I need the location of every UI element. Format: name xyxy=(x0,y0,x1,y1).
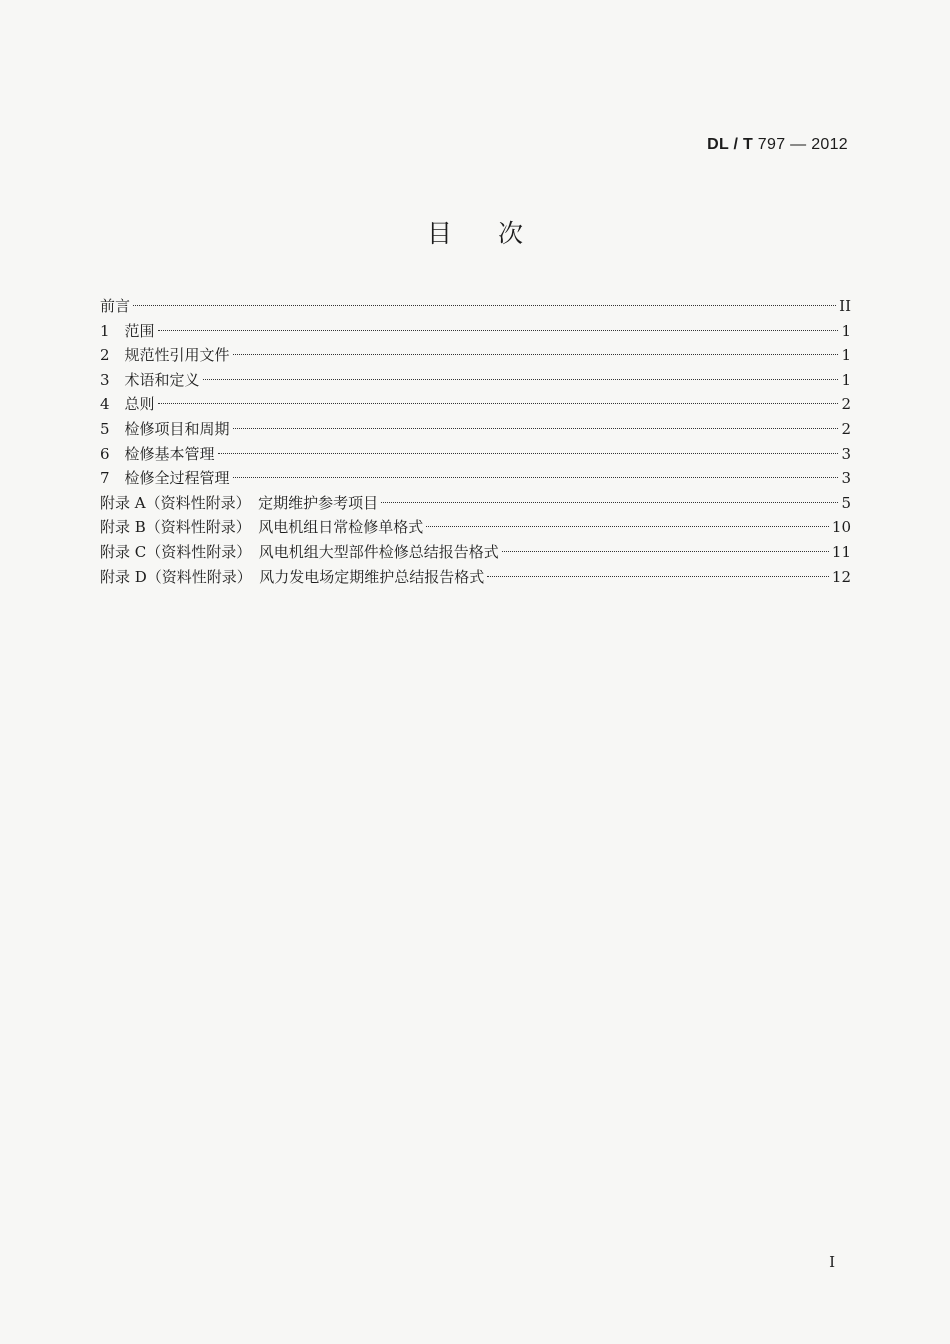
toc-entry-page: 10 xyxy=(831,518,851,537)
standard-code-number: 797 — 2012 xyxy=(753,136,848,153)
toc-entry-general[interactable] xyxy=(100,392,851,417)
toc-entry-label: 前言 xyxy=(100,297,131,315)
toc-entry-label: 附录 D（资料性附录） 风力发电场定期维护总结报告格式 xyxy=(100,567,485,586)
table-of-contents xyxy=(100,294,851,589)
toc-entry-scope[interactable] xyxy=(100,319,851,344)
toc-entry-full-process-management[interactable] xyxy=(100,466,851,491)
toc-entry-page: 2 xyxy=(841,419,851,438)
page-number: I xyxy=(829,1253,835,1271)
toc-entry-page: 3 xyxy=(841,469,851,488)
toc-entry-label: 1 范围 xyxy=(100,321,155,340)
toc-dot-leader xyxy=(203,379,839,380)
toc-entry-terms-definitions[interactable] xyxy=(100,368,851,393)
toc-entry-appendix-a[interactable] xyxy=(100,491,851,516)
toc-entry-label: 7 检修全过程管理 xyxy=(100,469,230,488)
toc-entry-label: 2 规范性引用文件 xyxy=(100,346,230,365)
toc-entry-page: 1 xyxy=(841,370,851,389)
toc-entry-appendix-c[interactable] xyxy=(100,540,851,565)
toc-entry-page: II xyxy=(839,297,851,315)
toc-dot-leader xyxy=(158,330,839,331)
toc-entry-page: 11 xyxy=(831,542,851,561)
toc-dot-leader xyxy=(487,576,829,577)
toc-dot-leader xyxy=(502,551,829,552)
toc-dot-leader xyxy=(218,453,839,454)
standard-code-prefix: DL / T xyxy=(707,136,754,153)
toc-entry-label: 附录 A（资料性附录） 定期维护参考项目 xyxy=(100,493,379,512)
toc-dot-leader xyxy=(233,354,839,355)
toc-entry-normative-references[interactable] xyxy=(100,343,851,368)
toc-entry-label: 附录 B（资料性附录） 风电机组日常检修单格式 xyxy=(100,518,424,537)
toc-entry-appendix-b[interactable] xyxy=(100,515,851,540)
toc-entry-page: 12 xyxy=(831,567,851,586)
toc-entry-label: 4 总则 xyxy=(100,395,155,414)
toc-dot-leader xyxy=(233,428,839,429)
toc-entry-page: 3 xyxy=(841,444,851,463)
toc-entry-page: 5 xyxy=(841,493,851,512)
toc-entry-foreword[interactable] xyxy=(100,294,851,319)
toc-dot-leader xyxy=(133,305,836,306)
toc-entry-page: 1 xyxy=(841,321,851,340)
toc-entry-label: 3 术语和定义 xyxy=(100,370,200,389)
toc-entry-basic-management[interactable] xyxy=(100,442,851,467)
toc-entry-page: 2 xyxy=(841,395,851,414)
toc-entry-appendix-d[interactable] xyxy=(100,565,851,590)
toc-entry-label: 6 检修基本管理 xyxy=(100,444,215,463)
toc-dot-leader xyxy=(158,403,839,404)
page-title: 目次 xyxy=(426,219,569,248)
toc-dot-leader xyxy=(233,477,839,478)
standard-code xyxy=(707,136,848,154)
toc-entry-label: 附录 C（资料性附录） 风电机组大型部件检修总结报告格式 xyxy=(100,542,499,561)
toc-dot-leader xyxy=(426,526,829,527)
toc-dot-leader xyxy=(381,502,838,503)
toc-entry-page: 1 xyxy=(841,346,851,365)
toc-entry-maintenance-items[interactable] xyxy=(100,417,851,442)
toc-entry-label: 5 检修项目和周期 xyxy=(100,419,230,438)
